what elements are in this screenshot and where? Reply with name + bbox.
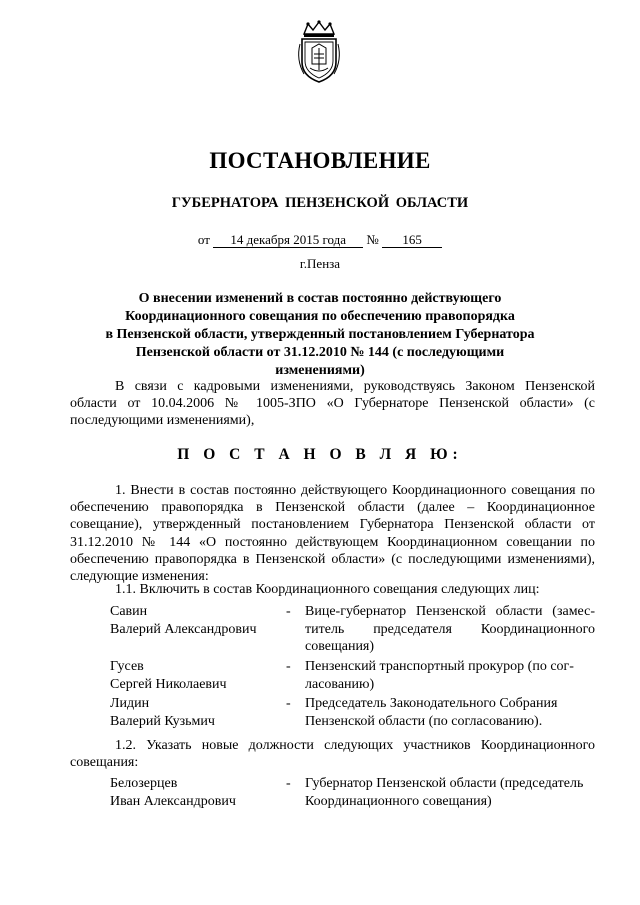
person-given-names: Иван Александрович (110, 793, 236, 809)
person-surname: Савин (110, 604, 148, 619)
role-line: Пензенский транспортный прокурор (по сог- (305, 659, 574, 674)
heading-line: в Пензенской области, утвержденный постановлением Губернатора (105, 327, 535, 342)
person-surname: Лидин (110, 696, 150, 711)
item-1-2-paragraph: 1.2. Указать новые должности следующих участников Координационного совещания: (70, 738, 595, 771)
person-name (110, 658, 280, 693)
preamble-paragraph: В связи с кадровыми изменениями, руководствуясь Законом Пензенской области от 10.04.2006 № 1005-ЗПО «О Губернаторе Пензенской области» (с последующими изменениями), (70, 379, 595, 429)
person-role (305, 603, 595, 656)
document-title: ПОСТАНОВЛЕНИЕ (209, 148, 431, 173)
person-role (305, 695, 595, 730)
penza-region-coat-of-arms-icon (294, 20, 344, 84)
dash-separator: - (286, 659, 291, 674)
document-date: 14 декабря 2015 года (213, 232, 363, 248)
role-line: Координационного совещания) (305, 793, 492, 809)
role-line: Губернатор Пензенской области (председатель (305, 776, 584, 791)
person-role (305, 775, 595, 810)
date-number-line (0, 232, 640, 248)
role-line: Пензенской области (по согласованию). (305, 713, 543, 729)
heading-line: Пензенской области от 31.12.2010 № 144 (с последующими изменениями) (135, 345, 505, 378)
dash-separator: - (286, 696, 291, 711)
role-line: совещания) (305, 639, 375, 654)
document-number: 165 (382, 232, 442, 248)
person-surname: Гусев (110, 659, 144, 674)
date-prefix: от (197, 232, 210, 247)
person-surname: Белозерцев (110, 776, 178, 791)
document-city: г.Пенза (299, 256, 341, 271)
person-name (110, 775, 280, 810)
role-line: Вице-губернатор Пензенской области (замес- (305, 604, 595, 619)
role-line: титель председателя Координационного (305, 621, 595, 637)
person-given-names: Сергей Николаевич (110, 676, 227, 692)
dash-separator: - (286, 604, 291, 619)
document-subtitle: ГУБЕРНАТОРА ПЕНЗЕНСКОЙ ОБЛАСТИ (171, 195, 469, 211)
resolve-word: П О С Т А Н О В Л Я Ю: (177, 446, 463, 463)
heading-line: Координационного совещания по обеспечению правопорядка (125, 309, 515, 324)
dash-separator: - (286, 776, 291, 791)
person-given-names: Валерий Кузьмич (110, 713, 215, 729)
document-heading (90, 290, 550, 380)
person-name (110, 603, 280, 638)
heading-line: О внесении изменений в состав постоянно действующего (138, 291, 502, 306)
person-role (305, 658, 595, 693)
role-line: Председатель Законодательного Собрания (305, 696, 558, 711)
item-1-1-paragraph: 1.1. Включить в состав Координационного совещания следующих лиц: (115, 582, 540, 597)
person-name (110, 695, 280, 730)
item-1-paragraph: 1. Внести в состав постоянно действующего Координационного совещания по обеспечению правопорядка в Пензенской области (далее – Координационное совещание), утвержденный постановлением Губернатора Пензенской области от 31.12.2010 № 144 «О постоянно действующем Координационном совещании по обеспечению правопорядка в Пензенской области» (с последующими изменениями), следующие изменения: (70, 483, 595, 585)
role-line: ласованию) (305, 676, 375, 692)
person-given-names: Валерий Александрович (110, 621, 257, 637)
number-sign: № (366, 232, 379, 247)
